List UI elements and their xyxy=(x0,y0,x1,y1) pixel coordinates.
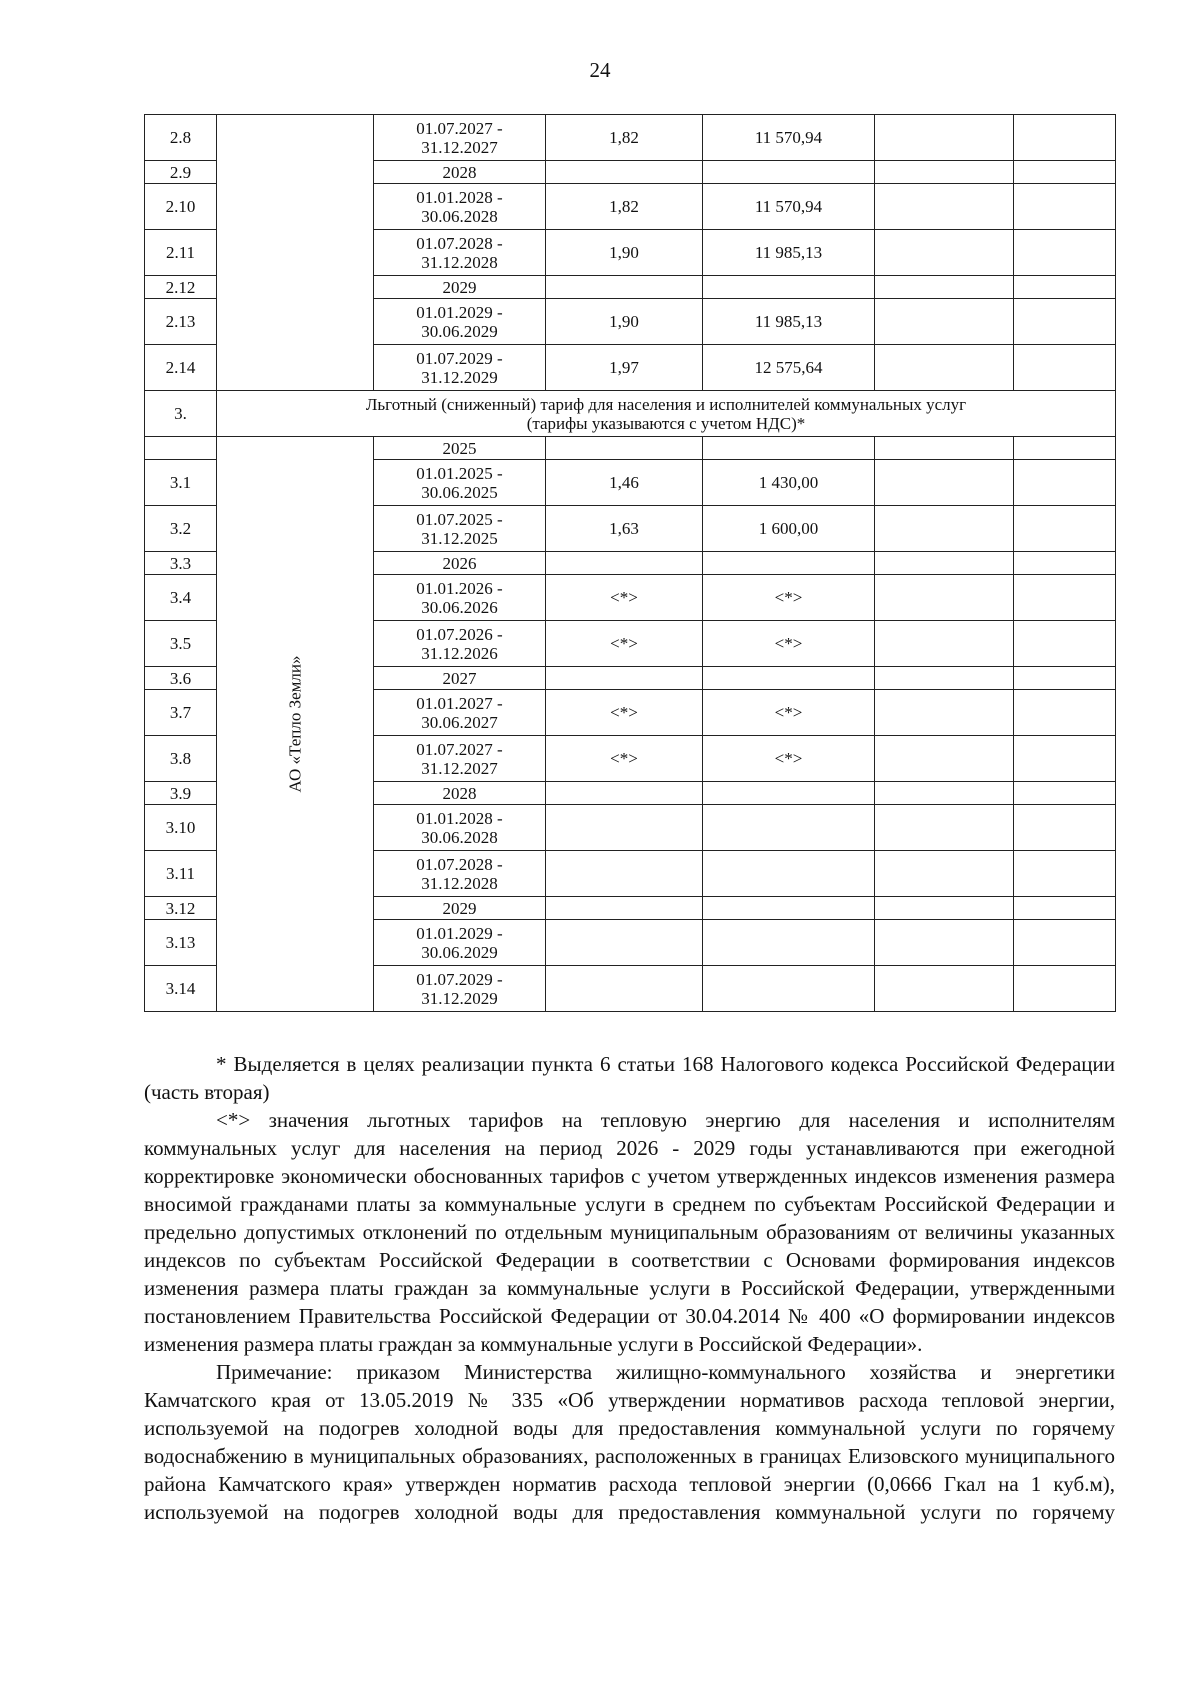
extra-cell-2 xyxy=(1014,897,1116,920)
row-number: 2.8 xyxy=(145,115,217,161)
tariff-value-cell xyxy=(703,920,875,966)
tariff-value-cell xyxy=(703,851,875,897)
extra-cell-1 xyxy=(875,851,1014,897)
period-cell xyxy=(374,184,546,230)
tariff-rate-cell xyxy=(546,966,703,1012)
period-line: 2026 xyxy=(442,553,477,573)
organization-cell xyxy=(217,115,374,391)
tariff-rate-cell xyxy=(546,552,703,575)
period-line: 01.01.2028 - xyxy=(416,187,503,207)
tariff-table xyxy=(144,114,1116,1012)
tariff-rate-cell xyxy=(546,276,703,299)
extra-cell-1 xyxy=(875,506,1014,552)
tariff-rate-cell xyxy=(546,920,703,966)
extra-cell-2 xyxy=(1014,966,1116,1012)
tariff-rate-cell: <*> xyxy=(546,575,703,621)
row-number: 3.7 xyxy=(145,690,217,736)
tariff-value-cell: 11 985,13 xyxy=(703,230,875,276)
row-number: 2.9 xyxy=(145,161,217,184)
tariff-value-cell xyxy=(703,667,875,690)
table-row xyxy=(145,437,1116,460)
extra-cell-2 xyxy=(1014,690,1116,736)
row-number: 3.4 xyxy=(145,575,217,621)
period-cell xyxy=(374,299,546,345)
extra-cell-2 xyxy=(1014,736,1116,782)
period-cell xyxy=(374,437,546,460)
period-line: 31.12.2029 xyxy=(421,988,498,1008)
note-paragraph: Примечание: приказом Министерства жилищно-коммунального хозяйства и энергетики Камчатского края от 13.05.2019 № 335 «Об утверждении нормативов расхода тепловой энергии, используемой на подогрев холодной воды для предоставления коммунальной услуги по горячему водоснабжению в муниципальных образованиях, расположенных в границах Елизовского муниципального района Камчатского края» утвержден норматив расхода тепловой энергии (0,0666 Гкал на 1 куб.м), используемой на подогрев холодной воды для предоставления коммунальной услуги по горячему xyxy=(144,1360,1115,1524)
section-3-number: 3. xyxy=(145,391,217,437)
period-line: 01.07.2029 - xyxy=(416,969,503,989)
row-number: 3.13 xyxy=(145,920,217,966)
tariff-value-cell: 11 985,13 xyxy=(703,299,875,345)
row-number: 3.12 xyxy=(145,897,217,920)
tariff-rate-cell xyxy=(546,805,703,851)
period-cell xyxy=(374,690,546,736)
period-cell xyxy=(374,552,546,575)
tariff-value-cell: 1 600,00 xyxy=(703,506,875,552)
tariff-value-cell xyxy=(703,437,875,460)
period-cell xyxy=(374,851,546,897)
period-line: 31.12.2026 xyxy=(421,643,498,663)
period-cell xyxy=(374,621,546,667)
extra-cell-2 xyxy=(1014,805,1116,851)
period-line: 01.07.2025 - xyxy=(416,509,503,529)
extra-cell-1 xyxy=(875,552,1014,575)
tariff-rate-cell xyxy=(546,161,703,184)
period-line: 01.01.2026 - xyxy=(416,578,503,598)
tariff-rate-cell: 1,46 xyxy=(546,460,703,506)
extra-cell-1 xyxy=(875,805,1014,851)
tariff-rate-cell: 1,90 xyxy=(546,230,703,276)
extra-cell-1 xyxy=(875,276,1014,299)
period-cell xyxy=(374,161,546,184)
period-cell xyxy=(374,805,546,851)
extra-cell-1 xyxy=(875,621,1014,667)
tariff-rate-cell: <*> xyxy=(546,736,703,782)
period-line: 2028 xyxy=(442,783,477,803)
period-cell xyxy=(374,897,546,920)
tariff-rate-cell: <*> xyxy=(546,621,703,667)
tariff-rate-cell: 1,90 xyxy=(546,299,703,345)
footnote-vat: * Выделяется в целях реализации пункта 6 статьи 168 Налогового кодекса Российской Федерации (часть вторая) xyxy=(144,1052,1115,1104)
period-line: 01.07.2026 - xyxy=(416,624,503,644)
period-line: 31.12.2028 xyxy=(421,873,498,893)
tariff-value-cell: 12 575,64 xyxy=(703,345,875,391)
period-line: 30.06.2028 xyxy=(421,827,498,847)
tariff-rate-cell xyxy=(546,851,703,897)
row-number: 2.10 xyxy=(145,184,217,230)
row-number: 3.14 xyxy=(145,966,217,1012)
extra-cell-2 xyxy=(1014,851,1116,897)
period-line: 01.01.2029 - xyxy=(416,302,503,322)
period-line: 30.06.2029 xyxy=(421,321,498,341)
tariff-rate-cell xyxy=(546,667,703,690)
tariff-value-cell xyxy=(703,276,875,299)
extra-cell-1 xyxy=(875,115,1014,161)
extra-cell-2 xyxy=(1014,506,1116,552)
row-number: 3.8 xyxy=(145,736,217,782)
tariff-value-cell: 1 430,00 xyxy=(703,460,875,506)
period-line: 01.01.2029 - xyxy=(416,923,503,943)
tariff-value-cell: 11 570,94 xyxy=(703,115,875,161)
extra-cell-1 xyxy=(875,460,1014,506)
period-line: 31.12.2025 xyxy=(421,528,498,548)
tariff-rate-cell: 1,82 xyxy=(546,115,703,161)
extra-cell-1 xyxy=(875,161,1014,184)
period-line: 01.01.2027 - xyxy=(416,693,503,713)
row-number: 2.14 xyxy=(145,345,217,391)
tariff-value-cell: <*> xyxy=(703,690,875,736)
footnotes xyxy=(144,1050,1115,1526)
row-number: 2.13 xyxy=(145,299,217,345)
row-number: 3.5 xyxy=(145,621,217,667)
row-number: 3.10 xyxy=(145,805,217,851)
extra-cell-2 xyxy=(1014,299,1116,345)
extra-cell-2 xyxy=(1014,437,1116,460)
tariff-value-cell xyxy=(703,782,875,805)
extra-cell-1 xyxy=(875,230,1014,276)
section-3-rows xyxy=(145,437,1116,1012)
table-row xyxy=(145,115,1116,161)
extra-cell-1 xyxy=(875,920,1014,966)
tariff-rate-cell: 1,97 xyxy=(546,345,703,391)
section-3-title xyxy=(217,391,1116,437)
tariff-value-cell xyxy=(703,805,875,851)
period-line: 2025 xyxy=(442,438,477,458)
extra-cell-1 xyxy=(875,345,1014,391)
period-line: 31.12.2027 xyxy=(421,758,498,778)
tariff-value-cell: <*> xyxy=(703,621,875,667)
period-line: 01.01.2025 - xyxy=(416,463,503,483)
period-line: 2027 xyxy=(442,668,477,688)
period-line: 01.07.2028 - xyxy=(416,233,503,253)
extra-cell-1 xyxy=(875,575,1014,621)
extra-cell-2 xyxy=(1014,276,1116,299)
extra-cell-2 xyxy=(1014,920,1116,966)
extra-cell-2 xyxy=(1014,782,1116,805)
period-line: 30.06.2028 xyxy=(421,206,498,226)
period-cell xyxy=(374,115,546,161)
page-number: 24 xyxy=(589,58,611,82)
period-line: 2028 xyxy=(442,162,477,182)
extra-cell-1 xyxy=(875,690,1014,736)
row-number: 3.11 xyxy=(145,851,217,897)
period-line: 31.12.2028 xyxy=(421,252,498,272)
tariff-rate-cell: <*> xyxy=(546,690,703,736)
tariff-value-cell xyxy=(703,552,875,575)
tariff-value-cell: <*> xyxy=(703,575,875,621)
tariff-rate-cell: 1,63 xyxy=(546,506,703,552)
tariff-value-cell xyxy=(703,897,875,920)
period-line: 30.06.2029 xyxy=(421,942,498,962)
period-cell xyxy=(374,575,546,621)
period-line: 01.07.2028 - xyxy=(416,854,503,874)
tariff-value-cell: <*> xyxy=(703,736,875,782)
period-cell xyxy=(374,736,546,782)
period-cell xyxy=(374,966,546,1012)
organization-name: АО «Тепло Земли» xyxy=(285,655,305,793)
extra-cell-1 xyxy=(875,736,1014,782)
extra-cell-2 xyxy=(1014,115,1116,161)
row-number xyxy=(145,437,217,460)
section-3-title-line-2: (тарифы указываются с учетом НДС)* xyxy=(526,413,806,433)
extra-cell-2 xyxy=(1014,345,1116,391)
tariff-rate-cell xyxy=(546,897,703,920)
extra-cell-2 xyxy=(1014,621,1116,667)
tariff-rate-cell xyxy=(546,782,703,805)
extra-cell-1 xyxy=(875,782,1014,805)
period-line: 31.12.2027 xyxy=(421,137,498,157)
extra-cell-2 xyxy=(1014,667,1116,690)
period-cell xyxy=(374,506,546,552)
tariff-rate-cell xyxy=(546,437,703,460)
period-cell xyxy=(374,230,546,276)
extra-cell-2 xyxy=(1014,575,1116,621)
section-3-header xyxy=(145,391,1116,437)
extra-cell-2 xyxy=(1014,552,1116,575)
row-number: 3.9 xyxy=(145,782,217,805)
tariff-value-cell xyxy=(703,966,875,1012)
section-2-rows xyxy=(145,115,1116,391)
period-line: 2029 xyxy=(442,898,477,918)
period-line: 31.12.2029 xyxy=(421,367,498,387)
period-cell xyxy=(374,920,546,966)
period-cell xyxy=(374,667,546,690)
period-cell xyxy=(374,782,546,805)
period-line: 30.06.2025 xyxy=(421,482,498,502)
period-cell xyxy=(374,345,546,391)
period-line: 30.06.2027 xyxy=(421,712,498,732)
extra-cell-1 xyxy=(875,299,1014,345)
extra-cell-1 xyxy=(875,897,1014,920)
period-line: 01.01.2028 - xyxy=(416,808,503,828)
period-line: 30.06.2026 xyxy=(421,597,498,617)
extra-cell-2 xyxy=(1014,230,1116,276)
extra-cell-1 xyxy=(875,437,1014,460)
row-number: 2.11 xyxy=(145,230,217,276)
extra-cell-1 xyxy=(875,966,1014,1012)
period-cell xyxy=(374,276,546,299)
organization-cell xyxy=(217,437,374,1012)
tariff-value-cell: 11 570,94 xyxy=(703,184,875,230)
extra-cell-2 xyxy=(1014,460,1116,506)
extra-cell-2 xyxy=(1014,161,1116,184)
row-number: 3.2 xyxy=(145,506,217,552)
period-line: 01.07.2027 - xyxy=(416,739,503,759)
footnote-asterisk: <*> значения льготных тарифов на тепловую энергию для населения и исполнителям коммунальных услуг для населения на период 2026 - 2029 годы устанавливаются при ежегодной корректировке экономически обоснованных тарифов с учетом утвержденных индексов изменения размера вносимой гражданами платы за коммунальные услуги в среднем по субъектам Российской Федерации и предельно допустимых отклонений по отдельным муниципальным образованиям от величины указанных индексов по субъектам Российской Федерации в соответствии с Основами формирования индексов изменения размера платы граждан за коммунальные услуги в Российской Федерации, утвержденными постановлением Правительства Российской Федерации от 30.04.2014 № 400 «О формировании индексов изменения размера платы граждан за коммунальные услуги в Российской Федерации». xyxy=(144,1108,1115,1356)
tariff-value-cell xyxy=(703,161,875,184)
tariff-rate-cell: 1,82 xyxy=(546,184,703,230)
row-number: 3.1 xyxy=(145,460,217,506)
period-cell xyxy=(374,460,546,506)
period-line: 01.07.2029 - xyxy=(416,348,503,368)
row-number: 3.3 xyxy=(145,552,217,575)
section-3-title-line-1: Льготный (сниженный) тариф для населения и исполнителей коммунальных услуг xyxy=(365,394,967,414)
period-line: 2029 xyxy=(442,277,477,297)
row-number: 2.12 xyxy=(145,276,217,299)
period-line: 01.07.2027 - xyxy=(416,118,503,138)
extra-cell-2 xyxy=(1014,184,1116,230)
extra-cell-1 xyxy=(875,184,1014,230)
extra-cell-1 xyxy=(875,667,1014,690)
row-number: 3.6 xyxy=(145,667,217,690)
